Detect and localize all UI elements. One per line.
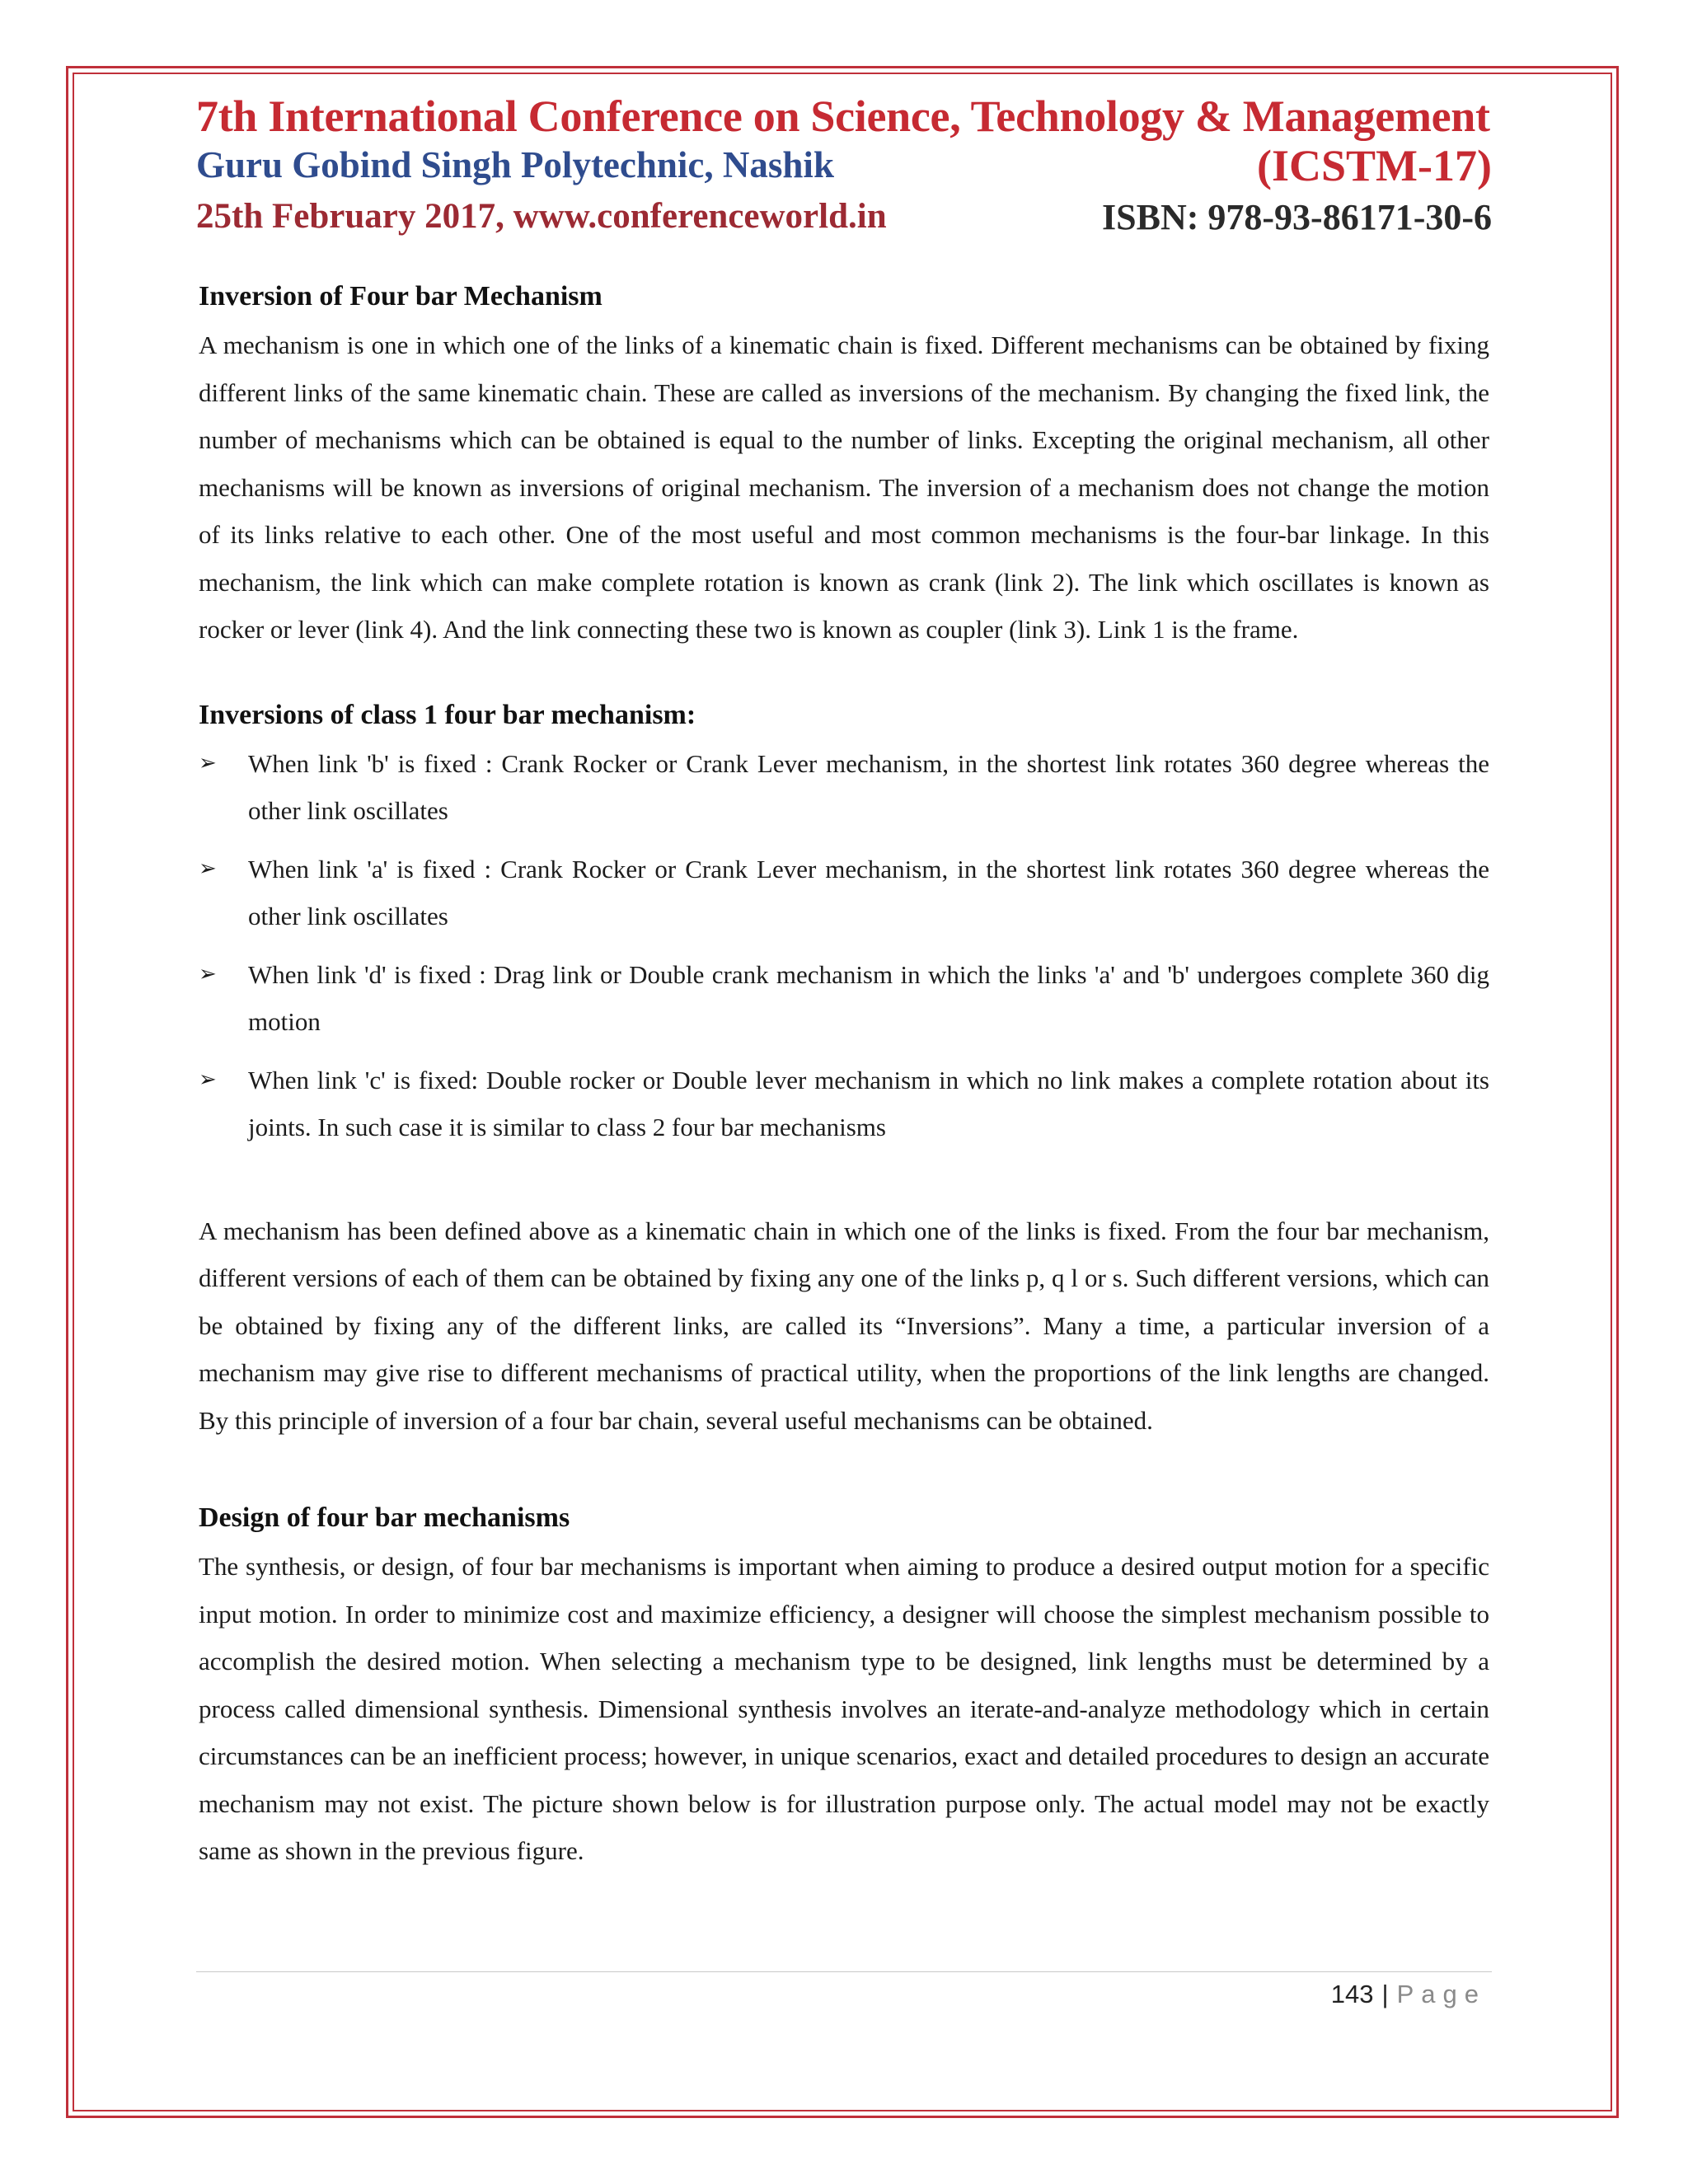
arrowhead-bullet-icon: ➢	[199, 855, 217, 881]
institute-name: Guru Gobind Singh Polytechnic, Nashik	[196, 144, 834, 185]
header-line-3	[196, 196, 1492, 237]
page-separator: |	[1381, 1980, 1389, 2008]
page-label: Page	[1396, 1980, 1486, 2008]
list-item-text: When link 'a' is fixed : Crank Rocker or Crank Lever mechanism, in the shortest link rotates 360 degree whereas the other link oscillates	[248, 854, 1489, 930]
list-item	[199, 846, 1489, 940]
list-item-text: When link 'd' is fixed : Drag link or Double crank mechanism in which the links 'a' and 'b' undergoes complete 360 dig motion	[248, 959, 1489, 1036]
arrowhead-bullet-icon: ➢	[199, 1066, 217, 1092]
page-number-footer	[1331, 1980, 1486, 2009]
list-item-text: When link 'c' is fixed: Double rocker or Double lever mechanism in which no link makes a complete rotation about its joints. In such case it is similar to class 2 four bar mechanisms	[248, 1065, 1489, 1141]
paragraph-design: The synthesis, or design, of four bar mechanisms is important when aiming to produce a desired output motion for a specific input motion. In order to minimize cost and maximize efficiency, a designer will choose the simplest mechanism possible to accomplish the desired motion. When selecting a mechanism type to be designed, link lengths must be determined by a process called dimensional synthesis. Dimensional synthesis involves an iterate-and-analyze methodology which in certain circumstances can be an inefficient process; however, in unique scenarios, exact and detailed procedures to design an accurate mechanism may not exist. The picture shown below is for illustration purpose only. The actual model may not be exactly same as shown in the previous figure.	[199, 1552, 1489, 1865]
conference-acronym: (ICSTM-17)	[1257, 141, 1492, 190]
page-number: 143	[1330, 1980, 1374, 2008]
conference-title: 7th International Conference on Science, Technology & Management	[196, 91, 1490, 141]
arrowhead-bullet-icon: ➢	[199, 961, 217, 987]
footer-divider	[196, 1971, 1492, 1972]
spacer	[199, 654, 1489, 691]
isbn: ISBN: 978-93-86171-30-6	[1102, 197, 1492, 237]
list-item	[199, 740, 1489, 835]
class1-bullet-list	[199, 740, 1489, 1151]
spacer	[199, 1162, 1489, 1207]
arrowhead-bullet-icon: ➢	[199, 750, 217, 776]
section-heading-inversion: Inversion of Four bar Mechanism	[199, 281, 603, 312]
spacer	[199, 1444, 1489, 1493]
paragraph-inversions-definition: A mechanism has been defined above as a kinematic chain in which one of the links is fixed. From the four bar mechanism, different versions of each of them can be obtained by fixing any one of the links p, q l or s. Such different versions, which can be obtained by fixing any of the different links, are called its “Inversions”. Many a time, a particular inversion of a mechanism may give rise to different mechanisms of practical utility, when the proportions of the link lengths are changed. By this principle of inversion of a four bar chain, several useful mechanisms can be obtained.	[199, 1216, 1489, 1435]
conference-date-site: 25th February 2017, www.conferenceworld.in	[196, 197, 887, 236]
paragraph-inversion: A mechanism is one in which one of the links of a kinematic chain is fixed. Different mechanisms can be obtained by fixing different links of the same kinematic chain. These are called as inversions of the mechanism. By changing the fixed link, the number of mechanisms which can be obtained is equal to the number of links. Excepting the original mechanism, all other mechanisms will be known as inversions of original mechanism. The inversion of a mechanism does not change the motion of its links relative to each other. One of the most useful and most common mechanisms is the four-bar linkage. In this mechanism, the link which can make complete rotation is known as crank (link 2). The link which oscillates is known as rocker or lever (link 4). And the link connecting these two is known as coupler (link 3). Link 1 is the frame.	[199, 330, 1489, 644]
header-line-1	[196, 91, 1492, 142]
conference-header	[196, 91, 1492, 247]
list-item	[199, 1057, 1489, 1151]
section-heading-class1: Inversions of class 1 four bar mechanism:	[199, 699, 696, 730]
list-item-text: When link 'b' is fixed : Crank Rocker or Crank Lever mechanism, in the shortest link rotates 360 degree whereas the other link oscillates	[248, 748, 1489, 825]
page-content	[199, 272, 1489, 1875]
header-line-2	[196, 141, 1492, 190]
section-heading-design: Design of four bar mechanisms	[199, 1502, 570, 1533]
list-item	[199, 951, 1489, 1046]
